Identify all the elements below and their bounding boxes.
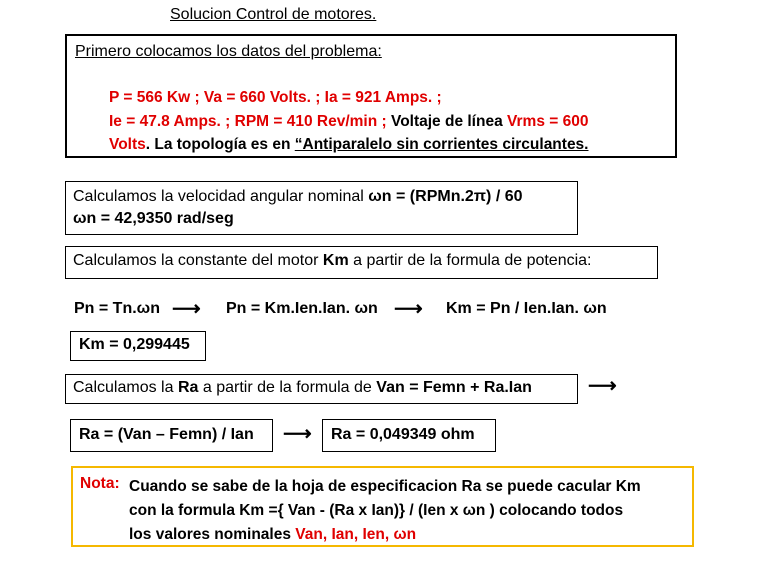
ra-intro-box	[65, 374, 578, 404]
km-intro-bold: Km	[322, 252, 349, 269]
values-line-2: Ie = 47.8 Amps. ; RPM = 410 Rev/min ;	[109, 112, 387, 130]
vrms-unit: Volts	[109, 136, 146, 153]
arrow-icon: ⟶	[172, 298, 201, 320]
km-intro-suffix: a partir de la formula de potencia:	[353, 252, 592, 269]
arrow-icon: ⟶	[394, 298, 423, 320]
note-line-3-values: Van, Ian, Ien, ωn	[295, 526, 417, 543]
topology-prefix: . La topología es en	[145, 136, 291, 153]
note-body	[129, 475, 689, 547]
line-voltage-label: Voltaje de línea	[391, 112, 503, 130]
km-intro-box	[65, 246, 658, 279]
angular-velocity-result: ωn = 42,9350 rad/seg	[73, 210, 234, 227]
page-title: Solucion Control de motores.	[170, 6, 377, 23]
equation-km: Km = Pn / Ien.Ian. ωn	[446, 300, 607, 317]
angular-velocity-text: Calculamos la velocidad angular nominal	[73, 188, 364, 205]
note-box	[71, 466, 694, 547]
ra-intro-prefix: Calculamos la	[73, 379, 174, 396]
ra-intro-formula: Van = Femn + Ra.Ian	[376, 379, 532, 396]
data-values	[109, 86, 669, 157]
note-line-3: los valores nominales	[129, 526, 291, 543]
km-intro-prefix: Calculamos la constante del motor	[73, 252, 319, 269]
angular-velocity-formula: ωn = (RPMn.2π) / 60	[368, 188, 523, 205]
ra-equation-box: Ra = (Van – Femn) / Ian	[70, 419, 273, 452]
ra-result-box: Ra = 0,049349 ohm	[322, 419, 496, 452]
note-line-1: Cuando se sabe de la hoja de especificacion Ra se puede cacular Km	[129, 478, 641, 495]
note-line-2: con la formula Km ={ Van - (Ra x Ian)} / (Ien x ωn ) colocando todos	[129, 502, 624, 519]
topology-value: “Antiparalelo sin corrientes circulantes.	[294, 136, 589, 153]
equation-pn-tn: Pn = Tn.ωn	[74, 300, 160, 317]
angular-velocity-box	[65, 181, 578, 235]
data-intro: Primero colocamos los datos del problema:	[75, 43, 382, 60]
arrow-icon: ⟶	[283, 423, 312, 445]
ra-intro-bold: Ra	[177, 379, 199, 396]
equation-pn-km: Pn = Km.Ien.Ian. ωn	[226, 300, 378, 317]
values-line-1: P = 566 Kw ; Va = 660 Volts. ; Ia = 921 Amps. ;	[109, 89, 442, 106]
ra-intro-mid: a partir de la formula de	[202, 379, 372, 396]
arrow-icon: ⟶	[588, 375, 617, 397]
data-box	[65, 34, 677, 158]
km-result-box: Km = 0,299445	[70, 331, 206, 361]
vrms-value: Vrms = 600	[507, 112, 589, 130]
note-label: Nota:	[80, 475, 120, 492]
